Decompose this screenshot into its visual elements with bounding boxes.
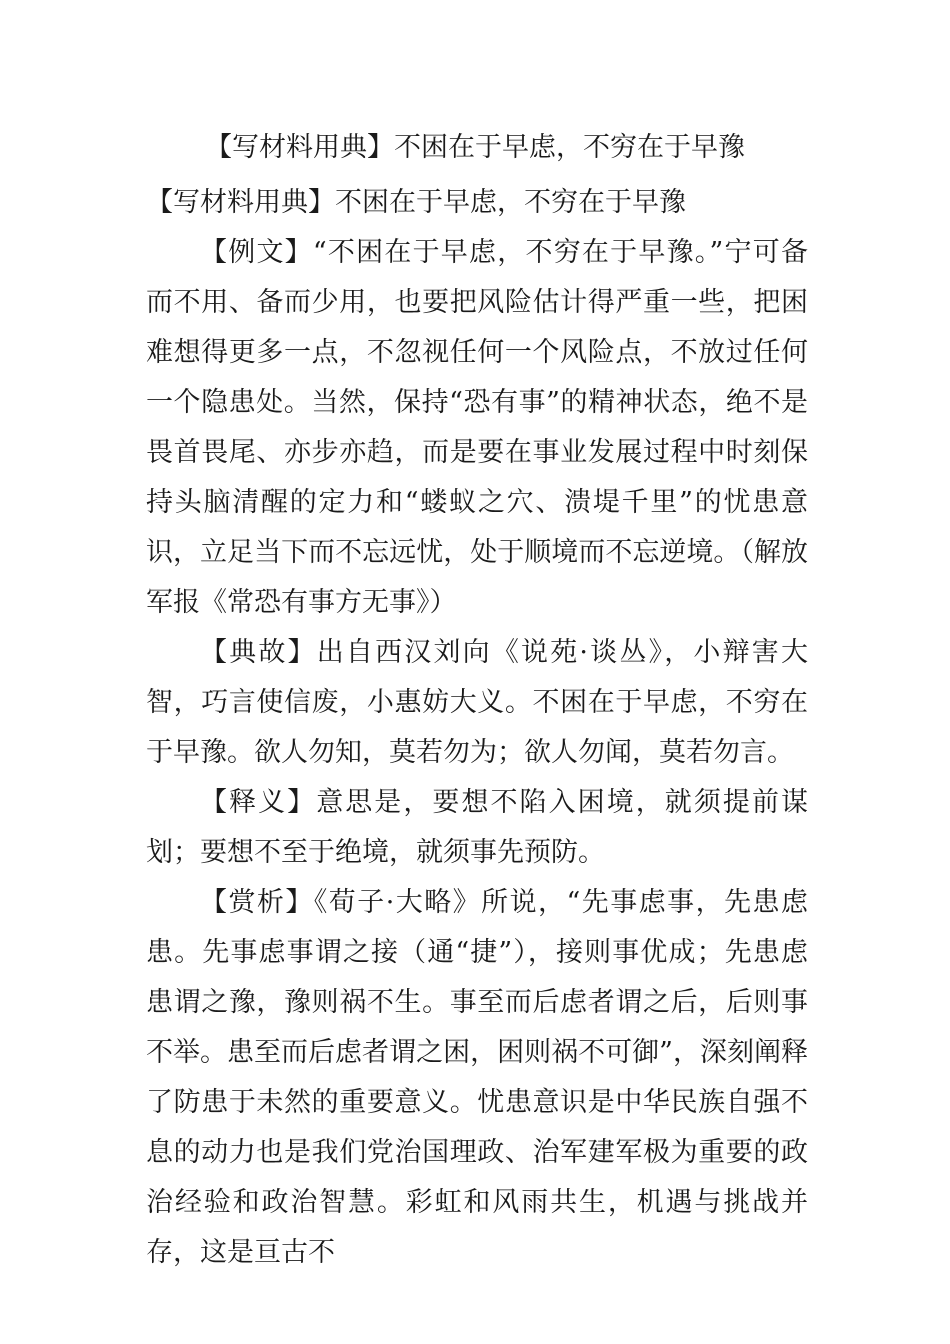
paragraph-example: 【例文】“不困在于早虑，不穷在于早豫。”宁可备而不用、备而少用，也要把风险估计得严重一些，把困难想得更多一点，不忽视任何一个风险点，不放过任何一个隐患处。当然，保持“恐有事”的精神状态，绝不是畏首畏尾、亦步亦趋，而是要在事业发展过程中时刻保持头脑清醒的定力和“蝼蚁之穴、溃堤千里”的忧患意识，立足当下而不忘远忧，处于顺境而不忘逆境。（解放军报《常恐有事方无事》）: [146, 237, 808, 618]
document-subtitle: 【写材料用典】不困在于早虑，不穷在于早豫: [146, 187, 686, 218]
paragraph-meaning: 【释义】意思是，要想不陷入困境，就须提前谋划；要想不至于绝境，就须事先预防。: [146, 787, 808, 868]
document-body: [146, 178, 808, 1278]
paragraph-allusion: 【典故】出自西汉刘向《说苑·谈丛》，小辩害大智，巧言使信废，小惠妨大义。不困在于早虑，不穷在于早豫。欲人勿知，莫若勿为；欲人勿闻，莫若勿言。: [146, 637, 808, 768]
document-title: 【写材料用典】不困在于早虑，不穷在于早豫: [205, 132, 745, 163]
paragraph-analysis: 【赏析】《荀子·大略》所说，“先事虑事，先患虑患。先事虑事谓之接（通“捷”），接则事优成；先患虑患谓之豫，豫则祸不生。事至而后虑者谓之后，后则事不举。患至而后虑者谓之困，困则祸不可御”，深刻阐释了防患于未然的重要意义。忧患意识是中华民族自强不息的动力也是我们党治国理政、治军建军极为重要的政治经验和政治智慧。彩虹和风雨共生，机遇与挑战并存，这是亘古不: [146, 887, 808, 1268]
